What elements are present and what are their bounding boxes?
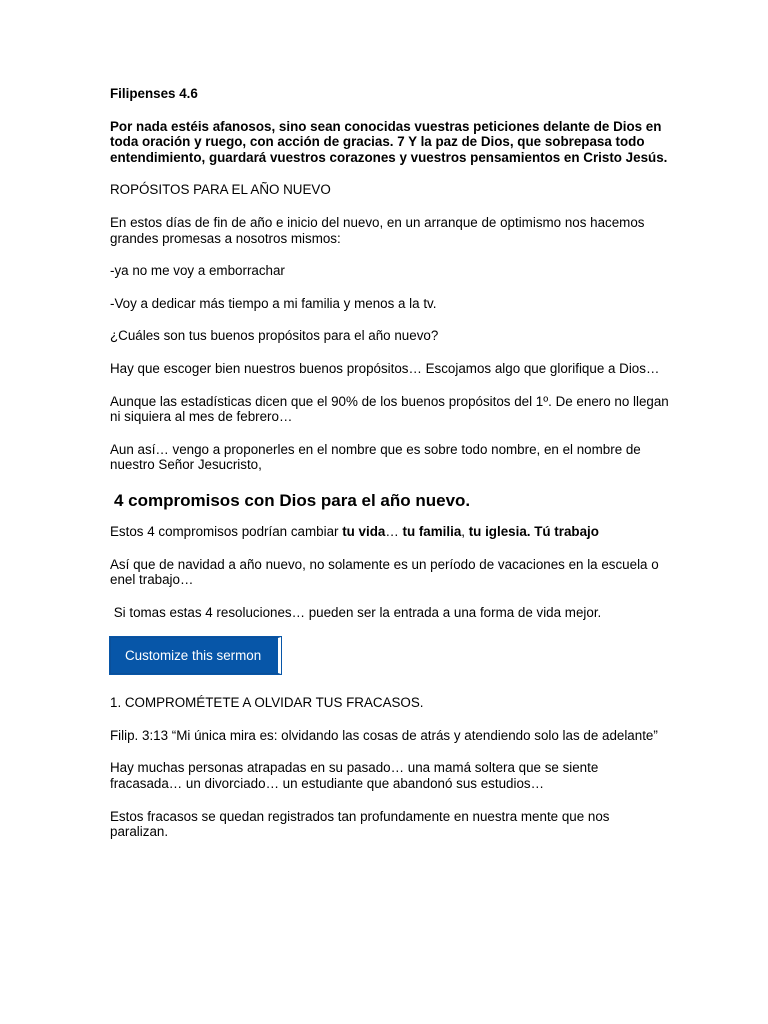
question-paragraph: ¿Cuáles son tus buenos propósitos para el año nuevo?: [110, 328, 439, 344]
vacation-paragraph: Así que de navidad a año nuevo, no solamente es un período de vacaciones en la escuela o enel trabajo…: [110, 556, 659, 588]
promise-item-2: -Voy a dedicar más tiempo a mi familia y menos a la tv.: [110, 295, 437, 311]
promise-item-1: -ya no me voy a emborrachar: [110, 263, 285, 279]
change-life-text: tu vida: [342, 523, 386, 539]
point-1-heading: 1. COMPROMÉTETE A OLVIDAR TUS FRACASOS.: [110, 695, 424, 711]
document-page: [110, 86, 670, 840]
statistics-paragraph: Aunque las estadísticas dicen que el 90% de los buenos propósitos del 1º. De enero no llegan ni siquiera al mes de febrero…: [110, 393, 669, 425]
trapped-paragraph: Hay muchas personas atrapadas en su pasado… una mamá soltera que se siente fracasada… un divorciado… un estudiante que abandonó sus estudios…: [110, 760, 599, 792]
scripture-reference: Filipenses 4.6: [110, 86, 198, 101]
commitments-heading: 4 compromisos con Dios para el año nuevo.: [114, 490, 471, 510]
change-paragraph: [110, 524, 670, 540]
choose-paragraph: Hay que escoger bien nuestros buenos propósitos… Escojamos algo que glorifique a Dios…: [110, 360, 660, 376]
filip-quote: Filip. 3:13 “Mi única mira es: olvidando las cosas de atrás y atendiendo solo las de adelante”: [110, 727, 658, 743]
scripture-verse: Por nada estéis afanosos, sino sean conocidas vuestras peticiones delante de Dios en toda oración y ruego, con acción de gracias. 7 Y la paz de Dios, que sobrepasa todo entendimiento, guardará vuestros corazones y vuestros pensamientos en Cristo Jesús.: [110, 118, 668, 165]
failures-paragraph: Estos fracasos se quedan registrados tan profundamente en nuestra mente que nos paralizan.: [110, 808, 610, 840]
even-so-paragraph: Aun así… vengo a proponerles en el nombre que es sobre todo nombre, en el nombre de nuestro Señor Jesucristo,: [110, 441, 641, 473]
change-rest-text: tu iglesia. Tú trabajo: [468, 523, 599, 539]
change-prefix-text: Estos 4 compromisos podrían cambiar: [110, 523, 343, 539]
customize-sermon-button[interactable]: Customize this sermon: [110, 637, 281, 674]
intro-paragraph: En estos días de fin de año e inicio del nuevo, en un arranque de optimismo nos hacemos grandes promesas a nosotros mismos:: [110, 214, 645, 246]
change-family-text: tu familia: [402, 523, 462, 539]
section-title: ROPÓSITOS PARA EL AÑO NUEVO: [110, 182, 331, 198]
change-separator-2: ,: [461, 523, 469, 539]
change-separator-1: …: [385, 523, 403, 539]
resolutions-paragraph: Si tomas estas 4 resoluciones… pueden ser la entrada a una forma de vida mejor.: [110, 604, 602, 620]
